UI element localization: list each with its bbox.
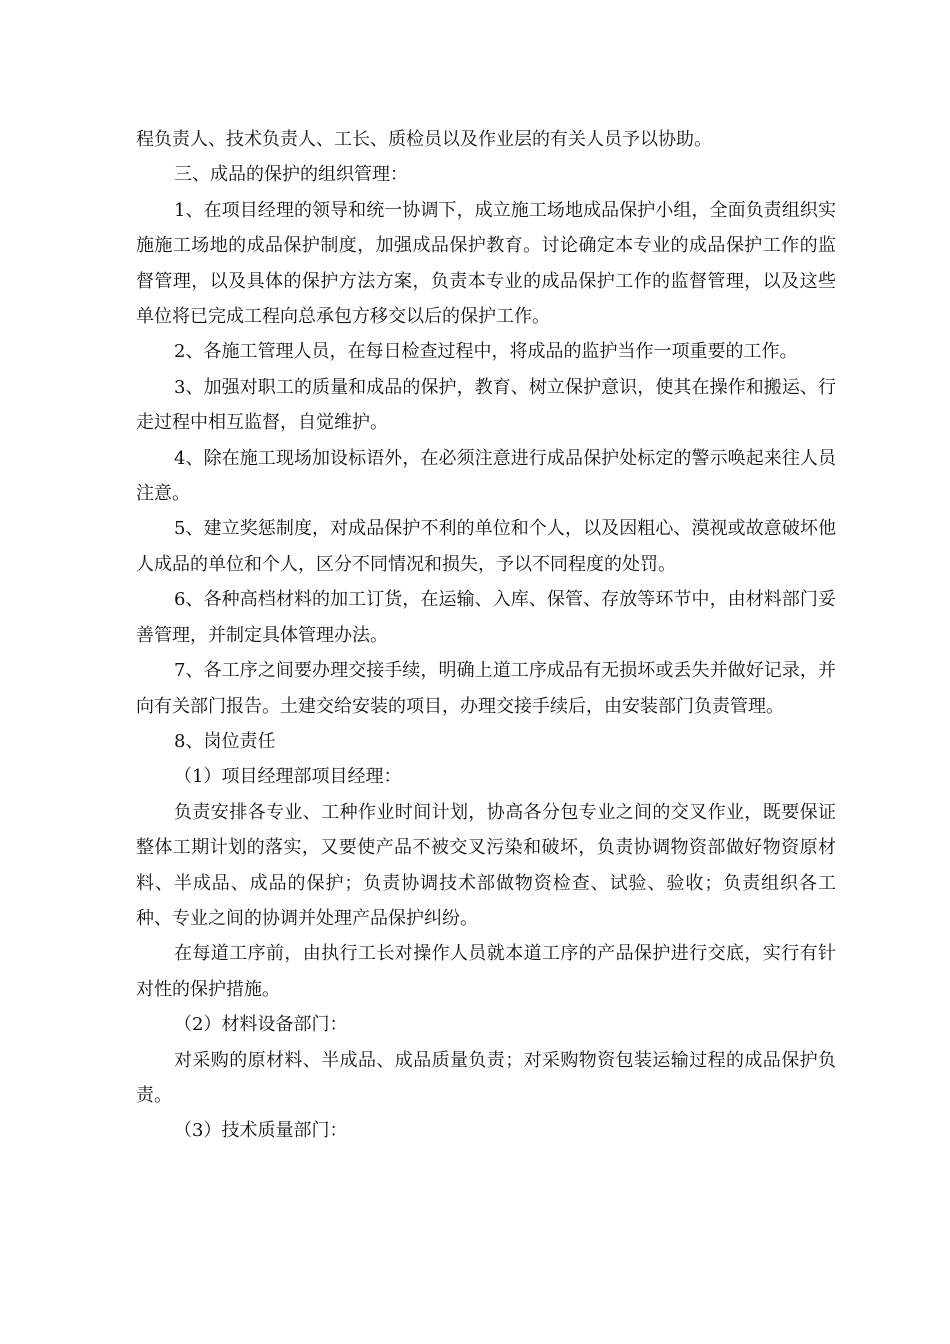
paragraph-item-4: 4、除在施工现场加设标语外，在必须注意进行成品保护处标定的警示唤起来往人员注意。	[136, 447, 836, 505]
paragraph-process-briefing: 在每道工序前，由执行工长对操作人员就本道工序的产品保护进行交底，实行有针对性的保护措施。	[136, 943, 836, 1000]
paragraph-item-5: 5、建立奖惩制度，对成品保护不利的单位和个人，以及因粗心、漠视或故意破坏他人成品的单位和个人，区分不同情况和损失，予以不同程度的处罚。	[136, 518, 836, 575]
subheading-materials-department: （2）材料设备部门：	[174, 1014, 348, 1036]
paragraph-continuation: 程负责人、技术负责人、工长、质检员以及作业层的有关人员予以协助。	[136, 129, 712, 150]
subheading-project-manager: （1）项目经理部项目经理：	[174, 766, 402, 788]
paragraph-item-6: 6、各种高档材料的加工订货，在运输、入库、保管、存放等环节中，由材料部门妥善管理，并制定具体管理办法。	[136, 589, 836, 646]
section-heading: 三、成品的保护的组织管理：	[174, 164, 408, 186]
paragraph-item-8-heading: 8、岗位责任	[174, 730, 276, 752]
paragraph-materials-duties: 对采购的原材料、半成品、成品质量负责；对采购物资包装运输过程的成品保护负责。	[136, 1049, 836, 1106]
paragraph-project-manager-duties: 负责安排各专业、工种作业时间计划，协高各分包专业之间的交叉作业，既要保证整体工期计划的落实，又要使产品不被交叉污染和破坏，负责协调物资部做好物资原材料、半成品、成品的保护；负责协调技术部做物资检查、试验、验收；负责组织各工种、专业之间的协调并处理产品保护纠纷。	[136, 801, 836, 929]
paragraph-item-7: 7、各工序之间要办理交接手续，明确上道工序成品有无损坏或丢失并做好记录，并向有关部门报告。土建交给安装的项目，办理交接手续后，由安装部门负责管理。	[136, 660, 836, 717]
paragraph-item-3: 3、加强对职工的质量和成品的保护，教育、树立保护意识，使其在操作和搬运、行走过程中相互监督，自觉维护。	[136, 376, 836, 434]
paragraph-item-2: 2、各施工管理人员，在每日检查过程中，将成品的监护当作一项重要的工作。	[174, 341, 798, 363]
subheading-technical-quality-department: （3）技术质量部门：	[174, 1120, 348, 1142]
document-body	[136, 122, 836, 1149]
paragraph-item-1: 1、在项目经理的领导和统一协调下，成立施工场地成品保护小组，全面负责组织实施施工场地的成品保护制度，加强成品保护教育。讨论确定本专业的成品保护工作的监督管理，以及具体的保护方法方案，负责本专业的成品保护工作的监督管理，以及这些单位将已完成工程向总承包方移交以后的保护工作。	[136, 199, 836, 328]
